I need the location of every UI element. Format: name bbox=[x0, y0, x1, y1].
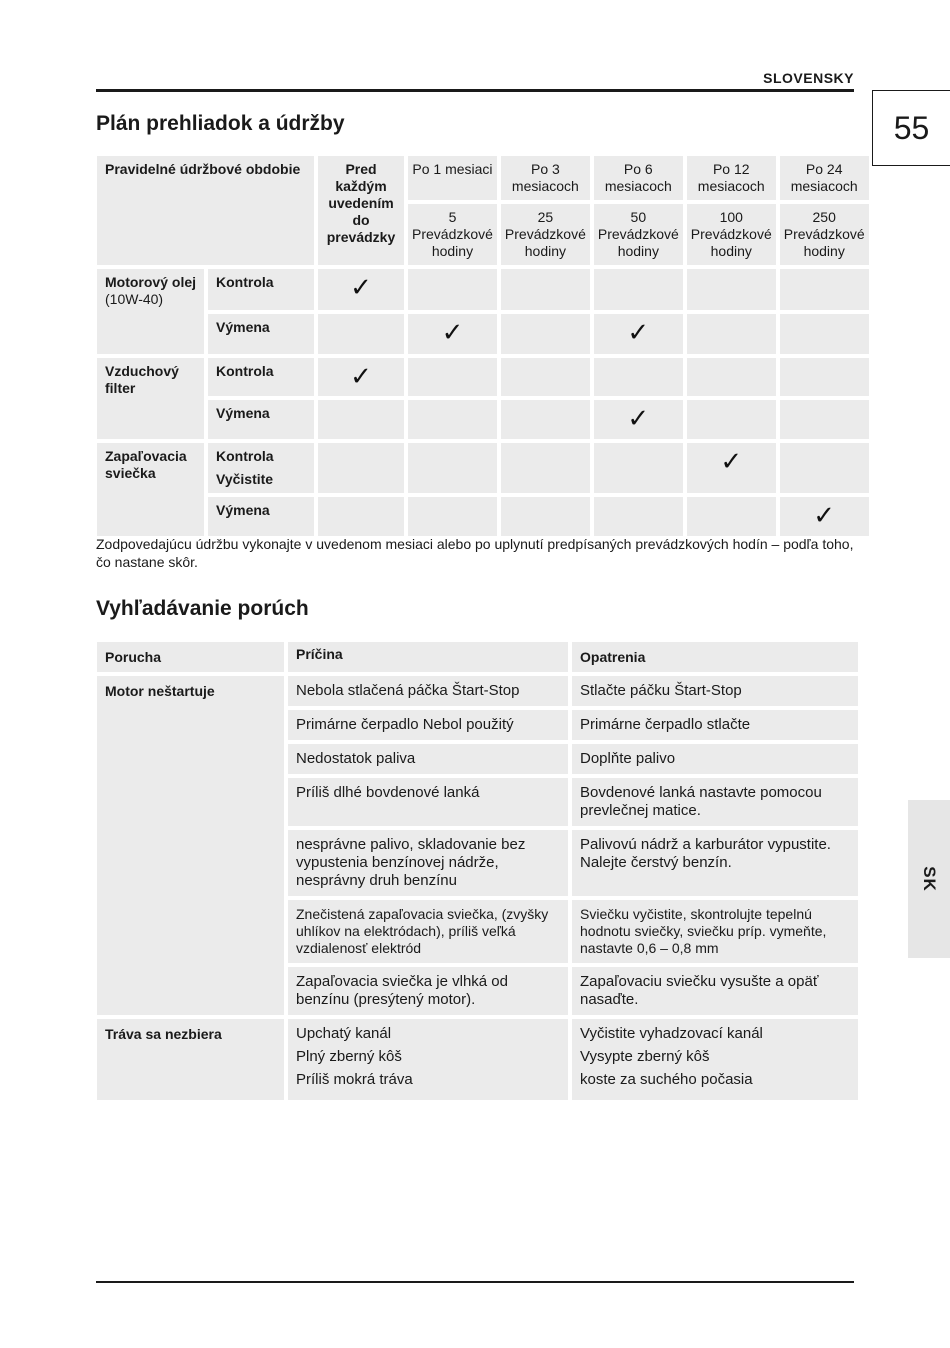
component-name: Vzduchový filter bbox=[105, 363, 179, 396]
cause-line: Plný zberný kôš bbox=[296, 1048, 402, 1065]
action-label: Výmena bbox=[208, 400, 314, 439]
schedule-cell bbox=[318, 497, 404, 536]
checkmark-icon: ✓ bbox=[627, 317, 650, 347]
schedule-cell bbox=[408, 269, 497, 310]
schedule-cell bbox=[780, 358, 869, 396]
cause-cell: Nedostatok paliva bbox=[288, 744, 568, 774]
period-label: Pravidelné údržbové obdobie bbox=[97, 156, 314, 265]
schedule-cell bbox=[408, 497, 497, 536]
interval-hours: 250 Prevádzkové hodiny bbox=[780, 204, 869, 265]
fault-grass-not-collected: Tráva sa nezbiera bbox=[97, 1019, 284, 1100]
component-spark-plug bbox=[97, 443, 204, 536]
maintenance-table bbox=[93, 152, 873, 540]
remedy-cell: Primárne čerpadlo stlačte bbox=[572, 710, 858, 740]
interval-months: Po 3 mesiacoch bbox=[501, 156, 590, 200]
cause-cell: Nebola stlačená páčka Štart-Stop bbox=[288, 676, 568, 706]
schedule-cell bbox=[594, 358, 683, 396]
schedule-cell bbox=[687, 269, 776, 310]
checkmark-icon: ✓ bbox=[813, 500, 836, 530]
checkmark-icon: ✓ bbox=[720, 446, 743, 476]
schedule-cell bbox=[594, 443, 683, 493]
interval-months: Po 1 mesiaci bbox=[408, 156, 497, 200]
schedule-cell bbox=[780, 400, 869, 439]
language-header: SLOVENSKY bbox=[763, 70, 854, 86]
troubleshooting-title: Vyhľadávanie porúch bbox=[96, 597, 309, 620]
remedy-cell: Palivovú nádrž a karburátor vypustite. Nalejte čerstvý benzín. bbox=[572, 830, 858, 896]
remedy-cell: Bovdenové lanká nastavte pomocou prevlečnej matice. bbox=[572, 778, 858, 826]
schedule-cell bbox=[687, 443, 776, 493]
schedule-cell bbox=[318, 314, 404, 354]
remedy-line: Vyčistite vyhadzovací kanál bbox=[580, 1025, 763, 1042]
header-fault: Porucha bbox=[97, 642, 284, 672]
schedule-cell bbox=[318, 269, 404, 310]
action-label: Výmena bbox=[208, 314, 314, 354]
schedule-cell bbox=[687, 400, 776, 439]
remedy-line: koste za suchého počasia bbox=[580, 1071, 753, 1088]
component-name: Zapaľovacia sviečka bbox=[105, 448, 187, 481]
schedule-cell bbox=[408, 443, 497, 493]
schedule-cell bbox=[687, 358, 776, 396]
schedule-cell bbox=[780, 443, 869, 493]
component-motor-oil bbox=[97, 269, 204, 354]
troubleshooting-table bbox=[93, 638, 862, 1104]
remedy-cell: Stlačte páčku Štart-Stop bbox=[572, 676, 858, 706]
action-check: Kontrola bbox=[216, 448, 274, 464]
bottom-rule bbox=[96, 1281, 854, 1283]
schedule-cell bbox=[594, 497, 683, 536]
action-label: Výmena bbox=[208, 497, 314, 536]
component-air-filter bbox=[97, 358, 204, 439]
action-label: Kontrola bbox=[208, 269, 314, 310]
interval-hours: 100 Prevádzkové hodiny bbox=[687, 204, 776, 265]
header-remedy: Opatrenia bbox=[572, 642, 858, 672]
checkmark-icon: ✓ bbox=[627, 403, 650, 433]
action-label: Kontrola bbox=[208, 358, 314, 396]
checkmark-icon: ✓ bbox=[350, 361, 372, 391]
schedule-cell bbox=[501, 400, 590, 439]
interval-hours: 5 Prevádzkové hodiny bbox=[408, 204, 497, 265]
interval-months: Po 6 mesiacoch bbox=[594, 156, 683, 200]
remedy-cell: Sviečku vyčistite, skontrolujte tepelnú hodnotu sviečky, sviečku príp. vymeňte, nastavte 0,6 – 0,8 mm bbox=[572, 900, 858, 963]
schedule-cell bbox=[501, 497, 590, 536]
schedule-cell bbox=[594, 269, 683, 310]
schedule-cell bbox=[594, 314, 683, 354]
fault-engine-not-starting: Motor neštartuje bbox=[97, 676, 284, 1015]
language-side-tab bbox=[908, 800, 950, 958]
schedule-cell bbox=[408, 400, 497, 439]
remedy-cell: Zapaľovaciu sviečku vysušte a opäť nasaďte. bbox=[572, 967, 858, 1015]
interval-hours: 25 Prevádzkové hodiny bbox=[501, 204, 590, 265]
remedy-cell: Doplňte palivo bbox=[572, 744, 858, 774]
cause-line: Príliš mokrá tráva bbox=[296, 1071, 413, 1088]
schedule-cell bbox=[780, 497, 869, 536]
remedy-cell bbox=[572, 1019, 858, 1100]
action-clean: Vyčistite bbox=[216, 471, 274, 487]
top-rule bbox=[96, 89, 854, 92]
checkmark-icon: ✓ bbox=[441, 317, 464, 347]
schedule-cell bbox=[687, 497, 776, 536]
schedule-cell bbox=[501, 358, 590, 396]
schedule-cell bbox=[780, 314, 869, 354]
schedule-cell bbox=[501, 269, 590, 310]
cause-cell: nesprávne palivo, skladovanie bez vypustenia benzínovej nádrže, nesprávny druh benzínu bbox=[288, 830, 568, 896]
schedule-cell bbox=[318, 358, 404, 396]
schedule-cell bbox=[780, 269, 869, 310]
interval-months: Po 24 mesiacoch bbox=[780, 156, 869, 200]
schedule-cell bbox=[408, 358, 497, 396]
schedule-cell bbox=[687, 314, 776, 354]
interval-hours: 50 Prevádzkové hodiny bbox=[594, 204, 683, 265]
component-name: Motorový olej bbox=[105, 274, 197, 290]
remedy-line: Vysypte zberný kôš bbox=[580, 1048, 710, 1065]
schedule-cell bbox=[501, 314, 590, 354]
schedule-cell bbox=[501, 443, 590, 493]
maintenance-note: Zodpovedajúcu údržbu vykonajte v uvedenom mesiaci alebo po uplynutí predpísaných prevádzkových hodín – podľa toho, čo nastane skôr. bbox=[96, 536, 854, 570]
schedule-cell bbox=[318, 400, 404, 439]
action-label bbox=[208, 443, 314, 493]
cause-cell: Primárne čerpadlo Nebol použitý bbox=[288, 710, 568, 740]
schedule-cell bbox=[408, 314, 497, 354]
page-number: 55 bbox=[872, 90, 950, 166]
cause-cell: Zapaľovacia sviečka je vlhká od benzínu (presýtený motor). bbox=[288, 967, 568, 1015]
header-cause: Príčina bbox=[288, 642, 568, 672]
cause-cell: Príliš dlhé bovdenové lanká bbox=[288, 778, 568, 826]
cause-line: Upchatý kanál bbox=[296, 1025, 392, 1042]
cause-cell: Znečistená zapaľovacia sviečka, (zvyšky uhlíkov na elektródach), príliš veľká vzdialenosť elektród bbox=[288, 900, 568, 963]
checkmark-icon: ✓ bbox=[350, 272, 372, 302]
before-use-header: Pred každým uvedením do prevádzky bbox=[318, 156, 404, 265]
side-tab-label: SK bbox=[920, 866, 939, 892]
cause-cell bbox=[288, 1019, 568, 1100]
interval-months: Po 12 mesiacoch bbox=[687, 156, 776, 200]
schedule-cell bbox=[594, 400, 683, 439]
schedule-cell bbox=[318, 443, 404, 493]
component-spec: (10W-40) bbox=[105, 291, 164, 307]
maintenance-title: Plán prehliadok a údržby bbox=[96, 112, 345, 135]
